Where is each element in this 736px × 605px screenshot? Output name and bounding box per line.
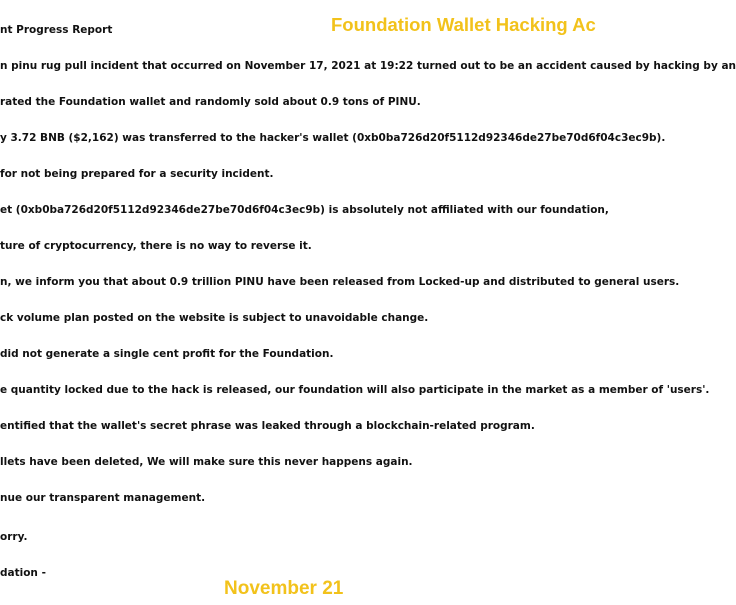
body-line: ture of cryptocurrency, there is no way to reverse it. bbox=[0, 240, 312, 252]
body-line: nue our transparent management. bbox=[0, 492, 206, 504]
body-line: for not being prepared for a security incident. bbox=[0, 168, 274, 180]
body-line: e quantity locked due to the hack is released, our foundation will also participate in the market as a member of 'users'. bbox=[0, 384, 710, 396]
body-line: llets have been deleted, We will make sure this never happens again. bbox=[0, 456, 413, 468]
body-line: ck volume plan posted on the website is subject to unavoidable change. bbox=[0, 312, 429, 324]
body-line: rated the Foundation wallet and randomly sold about 0.9 tons of PINU. bbox=[0, 96, 421, 108]
body-line: n, we inform you that about 0.9 trillion PINU have been released from Locked-up and distributed to general users. bbox=[0, 276, 680, 288]
body-line: dation - bbox=[0, 567, 46, 579]
body-line: y 3.72 BNB ($2,162) was transferred to the hacker's wallet (0xb0ba726d20f5112d92346de27be70d6f04c3ec9b). bbox=[0, 132, 666, 144]
report-subtitle: nt Progress Report bbox=[0, 24, 113, 36]
report-date: November 21 bbox=[224, 578, 344, 599]
body-line: n pinu rug pull incident that occurred on November 17, 2021 at 19:22 turned out to be an accident caused by hacking by an bbox=[0, 60, 736, 72]
body-line: entified that the wallet's secret phrase was leaked through a blockchain-related program. bbox=[0, 420, 535, 432]
body-line: orry. bbox=[0, 531, 28, 543]
body-line: did not generate a single cent profit for the Foundation. bbox=[0, 348, 334, 360]
body-line: et (0xb0ba726d20f5112d92346de27be70d6f04c3ec9b) is absolutely not affiliated with our foundation, bbox=[0, 204, 609, 216]
report-title: Foundation Wallet Hacking Ac bbox=[331, 14, 596, 35]
